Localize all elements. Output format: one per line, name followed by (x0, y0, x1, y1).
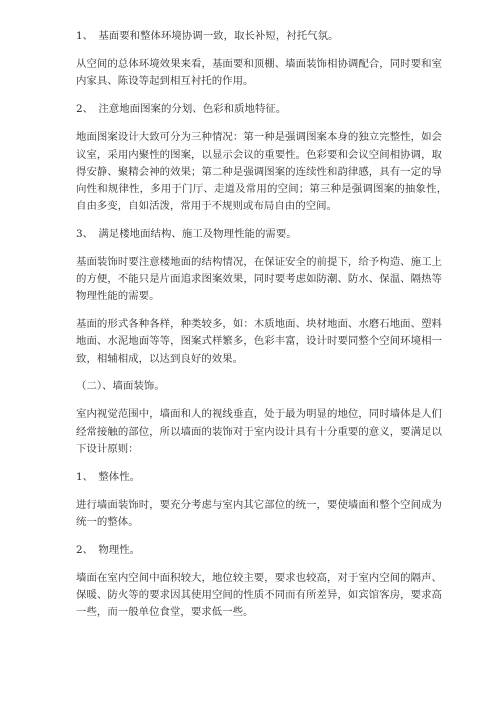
paragraph-wall-physical: 墙面在室内空间中面积较大，地位较主要，要求也较高，对于室内空间的隔声、保暖、防火等的要求因其使用空间的性质不同而有所差异，如宾馆客房，要求高一些，而一般单位食堂，要求低一些。 (76, 571, 442, 619)
paragraph-floor-structure: 基面装饰时要注意楼地面的结构情况，在保证安全的前提下，给予构造、施工上的方便，不能只是片面追求图案效果，同时要考虑如防潮、防水、保温、隔热等物理性能的需要。 (76, 256, 442, 303)
paragraph-floor-harmony: 从空间的总体环境效果来看，基面要和顶棚、墙面装饰相协调配合，同时要和室内家具、陈设等起到相互衬托的作用。 (76, 58, 442, 88)
paragraph-wall-intro: 室内视觉范围中，墙面和人的视线垂直，处于最为明显的地位，同时墙体是人们经常接触的部位，所以墙面的装饰对于室内设计具有十分重要的意义，要满足以下设计原则： (76, 408, 442, 455)
paragraph-wall-integrity: 进行墙面装饰时，要充分考虑与室内其它部位的统一，要使墙面和整个空间成为统一的整体。 (76, 498, 442, 528)
section-heading-floor-pattern: 2、 注意地面图案的分划、色彩和质地特征。 (76, 103, 287, 116)
section-heading-floor-structure: 3、 满足楼地面结构、施工及物理性能的需要。 (76, 227, 297, 240)
paragraph-floor-types: 基面的形式各种各样，种类较多，如：木质地面、块材地面、水磨石地面、塑料地面、水泥地面等等，图案式样繁多，色彩丰富，设计时要同整个空间环境相一致，相辅相成，以达到良好的效果。 (76, 318, 442, 365)
paragraph-floor-pattern: 地面图案设计大致可分为三种情况：第一种是强调图案本身的独立完整性，如会议室，采用内聚性的图案，以显示会议的重要性。色彩要和会议空间相协调，取得安静、聚精会神的效果；第二种是强调图案的连续性和韵律感，具有一定的导向性和规律性，多用于门厅、走道及常用的空间；第三种是强调图案的抽象性， 自由多变，自如活泼，常用于不规则或布局自由的空间。 (76, 131, 453, 213)
section-heading-wall-decoration: （二）、墙面装饰。 (76, 380, 165, 393)
section-heading-wall-physical: 2、 物理性。 (76, 543, 141, 556)
section-heading-floor-harmony: 1、 基面要和整体环境协调一致，取长补短，衬托气氛。 (76, 30, 339, 42)
section-heading-wall-integrity: 1、 整体性。 (76, 470, 141, 483)
